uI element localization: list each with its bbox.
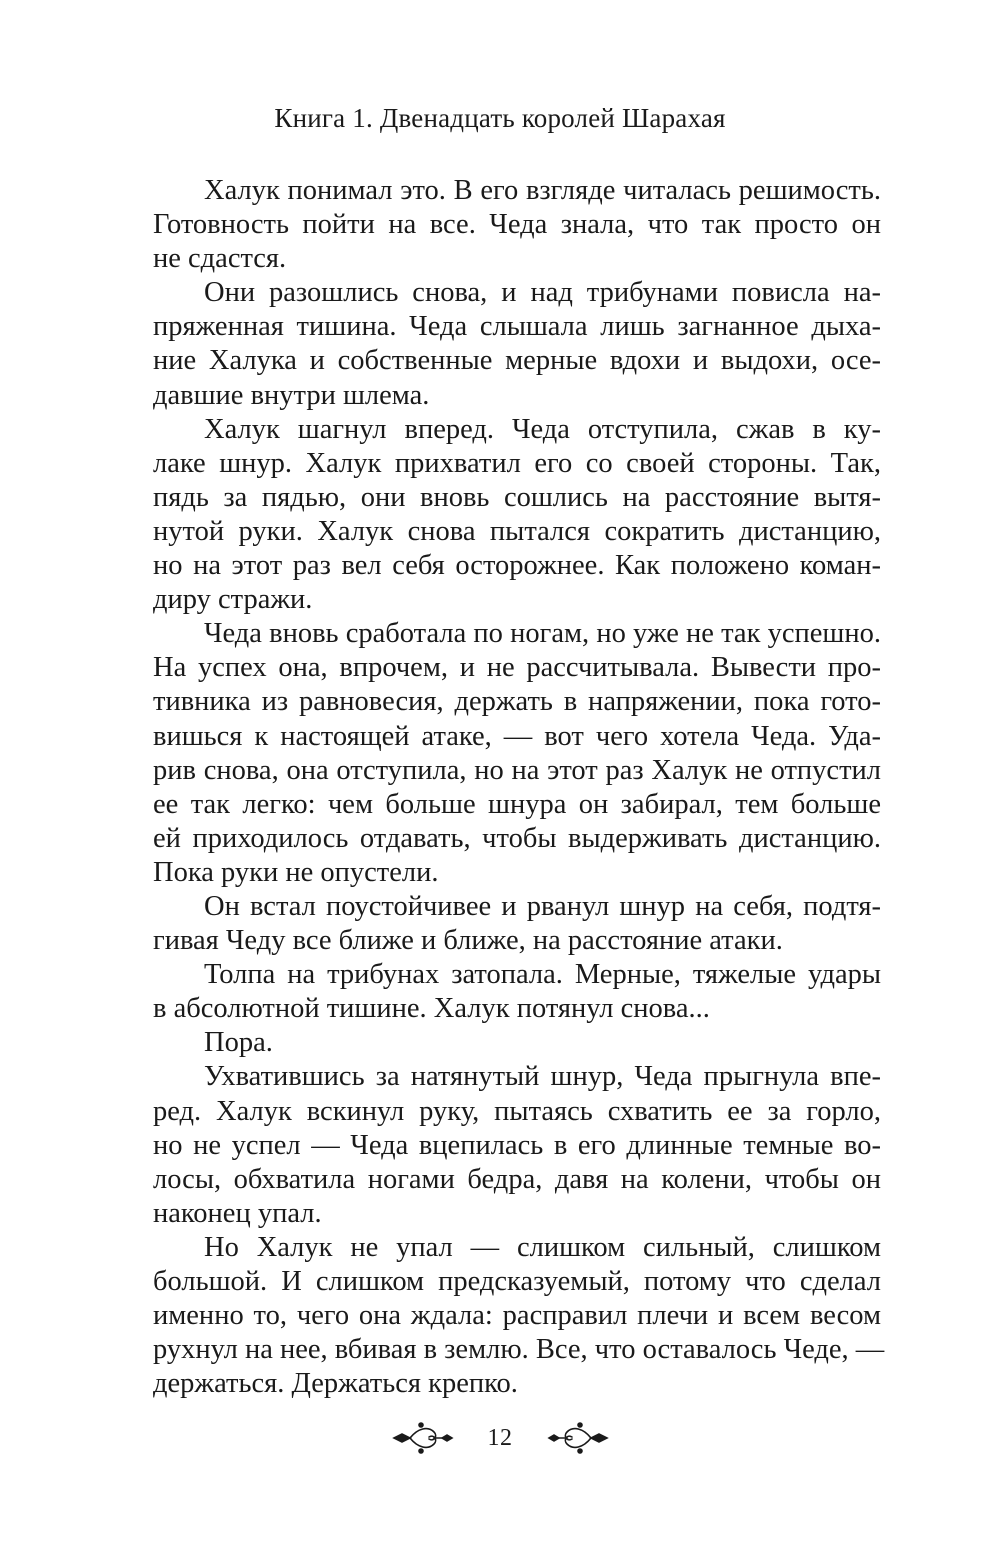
text-line: ей приходилось отдавать, чтобы выдерживать дистанцию. <box>153 822 881 854</box>
text-line: не сдастся. <box>153 243 287 275</box>
text-line: ред. Халук вскинул руку, пытаясь схватить ее за горло, <box>153 1095 881 1127</box>
text-line: именно то, чего она ждала: расправил плечи и всем весом <box>153 1300 881 1332</box>
text-line: Ухватившись за натянутый шнур, Чеда прыгнула впе- <box>204 1061 881 1093</box>
text-line: нутой руки. Халук снова пытался сократить дистанцию, <box>153 515 881 547</box>
running-head: Книга 1. Двенадцать королей Шарахая <box>274 103 726 133</box>
text-line: в абсолютной тишине. Халук потянул снова... <box>153 993 710 1025</box>
text-line: вишься к настоящей атаке, — вот чего хотела Чеда. Уда- <box>153 720 881 752</box>
text-line: Халук понимал это. В его взгляде читалась решимость. <box>204 175 881 206</box>
text-line: наконец упал. <box>153 1197 322 1229</box>
text-line: лосы, обхватила ногами бедра, давя на колени, чтобы он <box>153 1163 881 1195</box>
fleuron-left-icon <box>392 1420 454 1456</box>
text-line: ние Халука и собственные мерные вдохи и выдохи, осе- <box>153 345 881 377</box>
text-line: Но Халук не упал — слишком сильный, слишком <box>204 1231 881 1263</box>
page-footer <box>0 1418 1000 1458</box>
text-line: держаться. Держаться крепко. <box>153 1368 518 1400</box>
text-line: лаке шнур. Халук прихватил его со своей стороны. Так, <box>153 447 881 479</box>
text-line: диру стражи. <box>153 584 313 616</box>
text-line: рив снова, она отступила, но на этот раз Халук не отпустил <box>153 754 881 786</box>
text-line: рухнул на нее, вбивая в землю. Все, что оставалось Чеде, — <box>153 1334 885 1366</box>
text-line: Халук шагнул вперед. Чеда отступила, сжав в ку- <box>204 413 881 445</box>
text-line: пряженная тишина. Чеда слышала лишь загнанное дыха- <box>153 311 881 343</box>
text-line: Он встал поустойчивее и рванул шнур на себя, подтя- <box>204 890 881 922</box>
text-line: Готовность пойти на все. Чеда знала, что так просто он <box>153 209 881 241</box>
text-line: давшие внутри шлема. <box>153 379 430 411</box>
text-line: гивая Чеду все ближе и ближе, на расстояние атаки. <box>153 925 783 957</box>
text-line: Толпа на трибунах затопала. Мерные, тяжелые удары <box>204 959 881 991</box>
body-text <box>153 174 885 1401</box>
text-line: На успех она, впрочем, и не рассчитывала. Вывести про- <box>153 652 881 684</box>
text-line: Чеда вновь сработала по ногам, но уже не так успешно. <box>204 618 881 650</box>
text-line: пядь за пядью, они вновь сошлись на расстояние вытя- <box>153 481 881 513</box>
text-line: но на этот раз вел себя осторожнее. Как положено коман- <box>153 550 881 582</box>
text-line: ее так легко: чем больше шнура он забирал, тем больше <box>153 788 881 820</box>
page-number: 12 <box>487 1424 513 1451</box>
text-line: Пока руки не опустели. <box>153 856 439 888</box>
text-line: тивника из равновесия, держать в напряжении, пока гото- <box>153 686 881 718</box>
fleuron-right-icon <box>547 1420 609 1456</box>
text-line: Они разошлись снова, и над трибунами повисла на- <box>204 277 881 309</box>
text-line: Пора. <box>204 1027 273 1059</box>
text-line: но не успел — Чеда вцепилась в его длинные темные во- <box>153 1129 881 1161</box>
text-line: большой. И слишком предсказуемый, потому что сделал <box>153 1266 881 1297</box>
